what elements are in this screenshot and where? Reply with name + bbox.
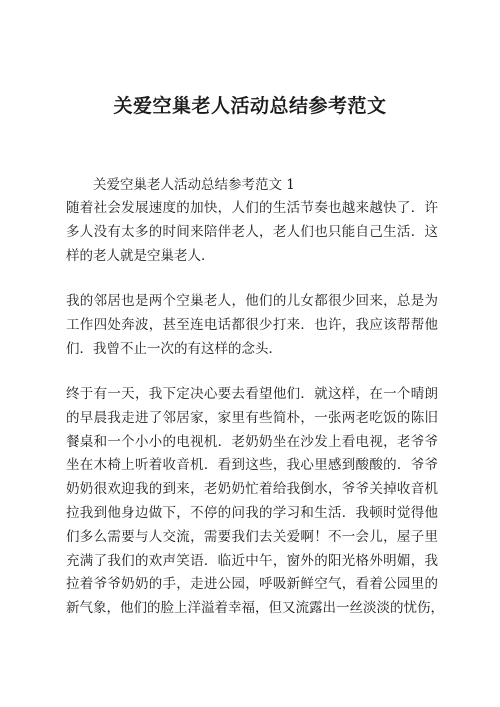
paragraph-3 bbox=[66, 383, 444, 621]
paragraph-line: 新气象，他们的脸上洋溢着幸福，但又流露出一丝淡淡的忧伤， bbox=[66, 600, 444, 617]
paragraph-line: 终于有一天，我下定决心要去看望他们．就这样，在一个晴朗 bbox=[66, 386, 438, 402]
paragraph-1 bbox=[66, 197, 438, 268]
paragraph-line: 我的邻居也是两个空巢老人，他们的儿女都很少回来，总是为 bbox=[66, 293, 438, 309]
paragraph-line: 充满了我们的欢声笑语．临近中午，窗外的阳光格外明媚，我 bbox=[66, 552, 438, 569]
paragraph-line: 多人没有太多的时间来陪伴老人，老人们也只能自己生活．这 bbox=[66, 223, 438, 240]
paragraph-line: 们．我曾不止一次的有这样的念头． bbox=[66, 340, 282, 357]
paragraph-line: 样的老人就是空巢老人． bbox=[66, 247, 215, 264]
paragraph-line: 拉我到他身边做下，不停的问我的学习和生活．我顿时觉得他 bbox=[66, 504, 438, 521]
document-subtitle: 关爱空巢老人活动总结参考范文 1 bbox=[93, 177, 295, 193]
paragraph-line: 随着社会发展速度的加快，人们的生活节奏也越来越快了．许 bbox=[66, 200, 438, 216]
paragraph-line: 餐桌和一个小小的电视机．老奶奶坐在沙发上看电视，老爷爷 bbox=[66, 433, 438, 450]
paragraph-line: 们多么需要与人交流，需要我们去关爱啊！不一会儿，屋子里 bbox=[66, 528, 438, 545]
paragraph-line: 奶奶很欢迎我的到来，老奶奶忙着给我倒水，爷爷关掉收音机 bbox=[66, 481, 438, 498]
paragraph-line: 工作四处奔波，甚至连电话都很少打来．也许，我应该帮帮他 bbox=[66, 316, 438, 333]
document-title: 关爱空巢老人活动总结参考范文 bbox=[113, 95, 387, 117]
paragraph-line: 的早晨我走进了邻居家，家里有些简朴，一张两老吃饭的陈旧 bbox=[66, 409, 438, 426]
paragraph-2 bbox=[66, 290, 438, 361]
paragraph-line: 坐在木椅上听着收音机．看到这些，我心里感到酸酸的．爷爷 bbox=[66, 457, 438, 474]
paragraph-line: 拉着爷爷奶奶的手，走进公园，呼吸新鲜空气，看着公园里的 bbox=[66, 576, 438, 593]
